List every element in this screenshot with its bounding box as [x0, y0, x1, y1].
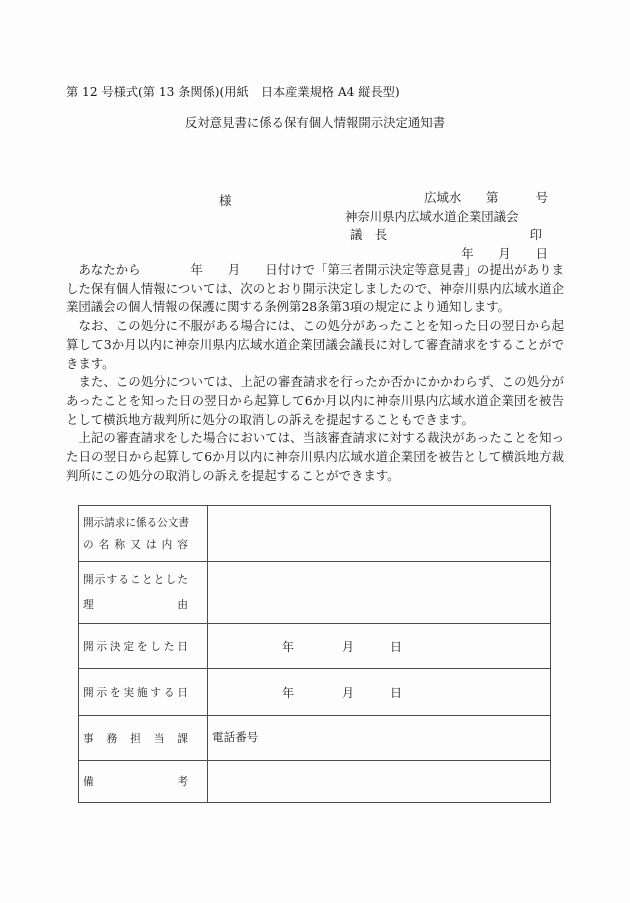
doc-number-line: 広域水 第 号 [424, 190, 548, 206]
issuer-role: 議 長 [350, 226, 388, 242]
phone-number-label: 電話番号 [212, 729, 259, 744]
document-name-label-cell [79, 506, 208, 562]
body-paragraph-1: あなたから 年 月 日付けで「第三者開示決定等意見書」の提出がありました保有個人情報については、次のとおり開示決定しましたので、神奈川県内広域水道企業団議会の個人情報の保護に関する条例第28条第3項の規定により通知します。 [66, 262, 564, 315]
row-label-line: 開 示 決 定 を し た 日 [83, 640, 188, 653]
row-label-line: の 名 称 又 は 内 容 [83, 538, 188, 551]
table-row-implementation-date [79, 669, 551, 716]
body-paragraph-2: なお、この処分に不服がある場合には、この処分があったことを知った日の翌日から起算して3か月以内に神奈川県内広域水道企業団議会議長に対して審査請求をすることができます。 [66, 318, 564, 371]
remarks-label-cell [79, 761, 208, 803]
row-label-line: 開 示 を 実 施 す る 日 [83, 686, 188, 699]
decision-date-label-cell [79, 624, 208, 669]
form-number: 第 12 号様式(第 13 条関係)(用紙 日本産業規格 A4 縦長型) [66, 85, 400, 99]
office-in-charge-label-cell [79, 716, 208, 761]
decision-date-value-cell [208, 624, 551, 669]
document-title: 反対意見書に係る保有個人情報開示決定通知書 [184, 115, 446, 130]
issuer-block [345, 208, 542, 243]
table-row-remarks [79, 761, 551, 803]
issuer-signature-line [345, 226, 542, 244]
row-label-line: 事 務 担 当 課 [83, 732, 188, 745]
row-label-line: 備 考 [83, 776, 188, 788]
issuer-organization: 神奈川県内広域水道企業団議会 [345, 209, 519, 224]
table-row-office-in-charge [79, 716, 551, 761]
body-paragraph-3: また、この処分については、上記の審査請求を行ったか否かにかかわらず、この処分があったことを知った日の翌日から起算して6か月以内に神奈川県内広域水道企業団を被告として横浜地方裁判所に処分の取消しの訴えを提起することもできます。 [66, 374, 564, 427]
implementation-date-label-cell [79, 669, 208, 716]
disclosure-reason-label-cell [79, 562, 208, 624]
row-label-line: 開 示 す る こ と と し た [83, 573, 188, 586]
body-paragraph-4: 上記の審査請求をした場合においては、当該審査請求に対する裁決があったことを知った日の翌日から起算して6か月以内に神奈川県内広域水道企業団を被告として横浜地方裁判所にこの処分の取消しの訴えを提起することができます。 [66, 430, 564, 483]
recipient-honorific: 様 [219, 193, 232, 208]
document-name-value-cell [208, 506, 551, 562]
body-text [66, 261, 564, 485]
issue-date-line: 年 月 日 [461, 245, 548, 261]
disclosure-decision-table [78, 505, 551, 803]
remarks-value-cell [208, 761, 551, 803]
table-row-document-name [79, 506, 551, 562]
row-label-line: 理 由 [83, 598, 188, 611]
disclosure-reason-value-cell [208, 562, 551, 624]
table-row-decision-date [79, 624, 551, 669]
seal-mark: 印 [529, 226, 542, 242]
row-label-line: 開 示 請 求 に 係 る 公 文 書 [83, 516, 189, 529]
implementation-date-value-cell [208, 669, 551, 716]
implementation-date-value: 年 月 日 [282, 685, 403, 700]
office-in-charge-value-cell [208, 716, 551, 761]
table-row-disclosure-reason [79, 562, 551, 624]
decision-date-value: 年 月 日 [282, 639, 403, 654]
